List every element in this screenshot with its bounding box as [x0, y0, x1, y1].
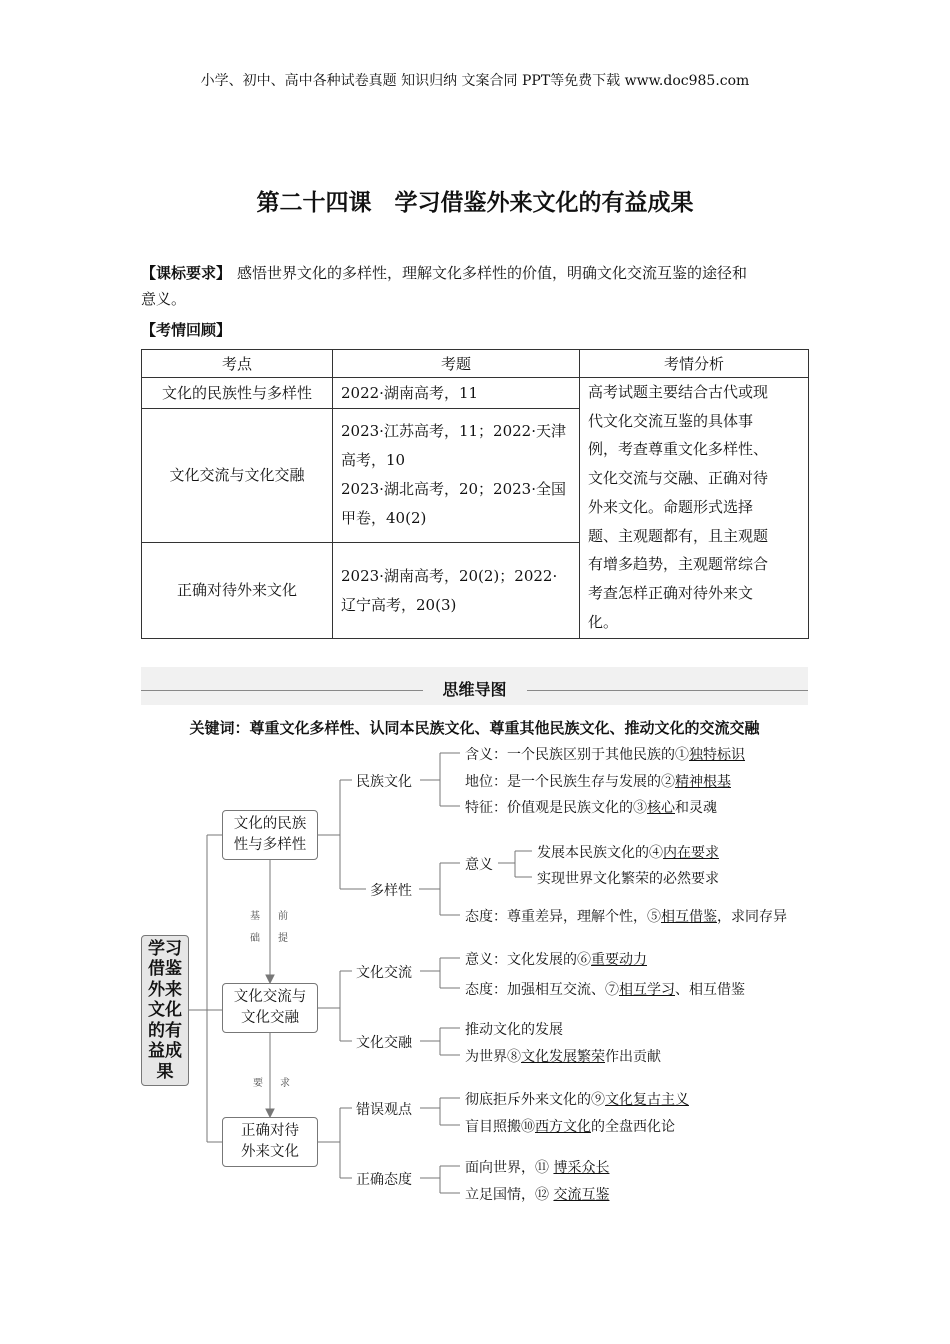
analysis-line: 外来文化。命题形式选择	[588, 497, 754, 516]
answer-blank: 西方文化	[535, 1119, 591, 1135]
mindmap-leaf	[537, 868, 719, 888]
question-line: 高考，10	[341, 451, 406, 470]
analysis-line: 题、主观题都有，且主观题	[588, 526, 769, 545]
analysis-line: 有增多趋势，主观题常综合	[588, 555, 769, 574]
th-analysis: 考情分析	[580, 350, 809, 378]
node-exchange-fusion: 文化交流与文化交融	[222, 983, 318, 1033]
node-nationality-diversity: 文化的民族性与多样性	[222, 810, 318, 860]
mindmap-root: 学习借鉴外来文化的有益成果	[141, 935, 189, 1086]
leaf-text: 特征：价值观是民族文化的③	[465, 800, 647, 816]
arrow-label: 要	[253, 1078, 263, 1089]
table-cell-questions: 2022·湖南高考，11	[333, 378, 580, 409]
mindmap-leaf	[537, 842, 719, 862]
arrow-label: 前	[278, 911, 288, 922]
arrow-label: 础	[250, 933, 260, 944]
leaf-text: 发展本民族文化的④	[537, 845, 663, 861]
mindmap-leaf	[465, 1116, 675, 1136]
leaf-text: 意义：文化发展的⑥	[465, 952, 591, 968]
analysis-line: 代文化交流互鉴的具体事	[588, 411, 754, 430]
requirement-label: 【课标要求】	[141, 264, 232, 282]
arrow-label: 提	[278, 933, 288, 944]
requirement-line2: 意义。	[141, 290, 187, 308]
mindmap-leaf	[465, 1019, 563, 1039]
leaf-text: 态度：尊重差异，理解个性，⑤	[465, 909, 661, 925]
node-foreign-culture: 正确对待外来文化	[222, 1117, 318, 1167]
mindmap-leaf	[465, 1089, 689, 1109]
table-cell-point: 文化交流与文化交融	[142, 409, 333, 543]
mindmap-leaf	[465, 949, 647, 969]
leaf-text: 推动文化的发展	[465, 1022, 563, 1038]
mindmap-leaf	[465, 797, 717, 817]
mindmap-leaf	[465, 1184, 609, 1204]
analysis-line: 文化交流与交融、正确对待	[588, 469, 769, 488]
branch-label: 民族文化	[356, 774, 412, 790]
answer-blank: 核心	[647, 800, 675, 816]
question-line: 2023·湖北高考，20；2023·全国	[341, 480, 566, 499]
arrow-label: 基	[250, 911, 260, 922]
leaf-text: ，求同存异	[717, 909, 787, 925]
page-header: 小学、初中、高中各种试卷真题 知识归纳 文案合同 PPT等免费下载 www.doc985.com	[200, 73, 750, 89]
th-point: 考点	[142, 350, 333, 378]
leaf-text: 为世界⑧	[465, 1049, 521, 1065]
answer-blank: 相互学习	[619, 982, 675, 998]
leaf-text: 态度：加强相互交流、⑦	[465, 982, 619, 998]
mindmap-leaf	[465, 979, 745, 999]
leaf-text: 面向世界，⑪	[465, 1160, 554, 1176]
analysis-line: 考查怎样正确对待外来文	[588, 583, 754, 602]
answer-blank: 重要动力	[591, 952, 647, 968]
leaf-text: 彻底拒斥外来文化的⑨	[465, 1092, 605, 1108]
question-line: 2023·江苏高考，11；2022·天津	[341, 422, 566, 441]
table-cell-point: 文化的民族性与多样性	[142, 378, 333, 409]
th-questions: 考题	[333, 350, 580, 378]
leaf-text: 含义：一个民族区别于其他民族的①	[465, 747, 689, 763]
review-label: 【考情回顾】	[141, 321, 232, 339]
leaf-text: 立足国情，⑫	[465, 1187, 554, 1203]
branch-label: 文化交融	[356, 1035, 412, 1051]
requirement-text: 感悟世界文化的多样性，理解文化多样性的价值，明确文化交流互鉴的途径和	[237, 264, 748, 282]
table-cell-point: 正确对待外来文化	[142, 542, 333, 639]
answer-blank: 文化复古主义	[605, 1092, 689, 1108]
arrow-label: 求	[280, 1078, 290, 1089]
leaf-text: 盲目照搬⑩	[465, 1119, 535, 1135]
mindmap-leaf	[465, 906, 787, 926]
analysis-line: 高考试题主要结合古代或现	[588, 383, 769, 401]
lesson-title: 第二十四课 学习借鉴外来文化的有益成果	[256, 190, 694, 216]
leaf-text: 的全盘西化论	[591, 1119, 675, 1135]
answer-blank: 交流互鉴	[553, 1187, 610, 1203]
analysis-line: 化。	[588, 612, 619, 631]
mindmap-leaf	[465, 1157, 609, 1177]
branch-label: 错误观点	[356, 1102, 412, 1118]
answer-blank: 独特标识	[689, 747, 745, 763]
sub-branch-label: 意义	[465, 857, 493, 873]
answer-blank: 文化发展繁荣	[521, 1049, 605, 1065]
question-line: 甲卷，40(2)	[341, 509, 427, 528]
answer-blank: 相互借鉴	[661, 909, 717, 925]
answer-blank: 精神根基	[675, 774, 731, 790]
keywords: 关键词：尊重文化多样性、认同本民族文化、尊重其他民族文化、推动文化的交流交融	[189, 719, 760, 737]
leaf-text: 地位：是一个民族生存与发展的②	[465, 774, 675, 790]
mindmap-leaf	[465, 1046, 661, 1066]
branch-label: 正确态度	[356, 1172, 412, 1188]
mindmap-leaf	[465, 744, 745, 764]
mindmap-heading: 思维导图	[442, 680, 507, 699]
mindmap-leaf	[465, 771, 731, 791]
leaf-text: 实现世界文化繁荣的必然要求	[537, 871, 719, 887]
answer-blank: 博采众长	[553, 1160, 610, 1176]
leaf-text: 作出贡献	[605, 1049, 661, 1065]
analysis-line: 例，考查尊重文化多样性、	[588, 440, 769, 459]
question-line: 2023·湖南高考，20(2)；2022·	[341, 566, 558, 585]
answer-blank: 内在要求	[663, 845, 719, 861]
question-line: 辽宁高考，20(3)	[341, 595, 457, 614]
branch-label: 文化交流	[356, 965, 412, 981]
leaf-text: 和灵魂	[675, 800, 717, 816]
branch-label: 多样性	[370, 883, 412, 899]
leaf-text: 、相互借鉴	[675, 982, 745, 998]
